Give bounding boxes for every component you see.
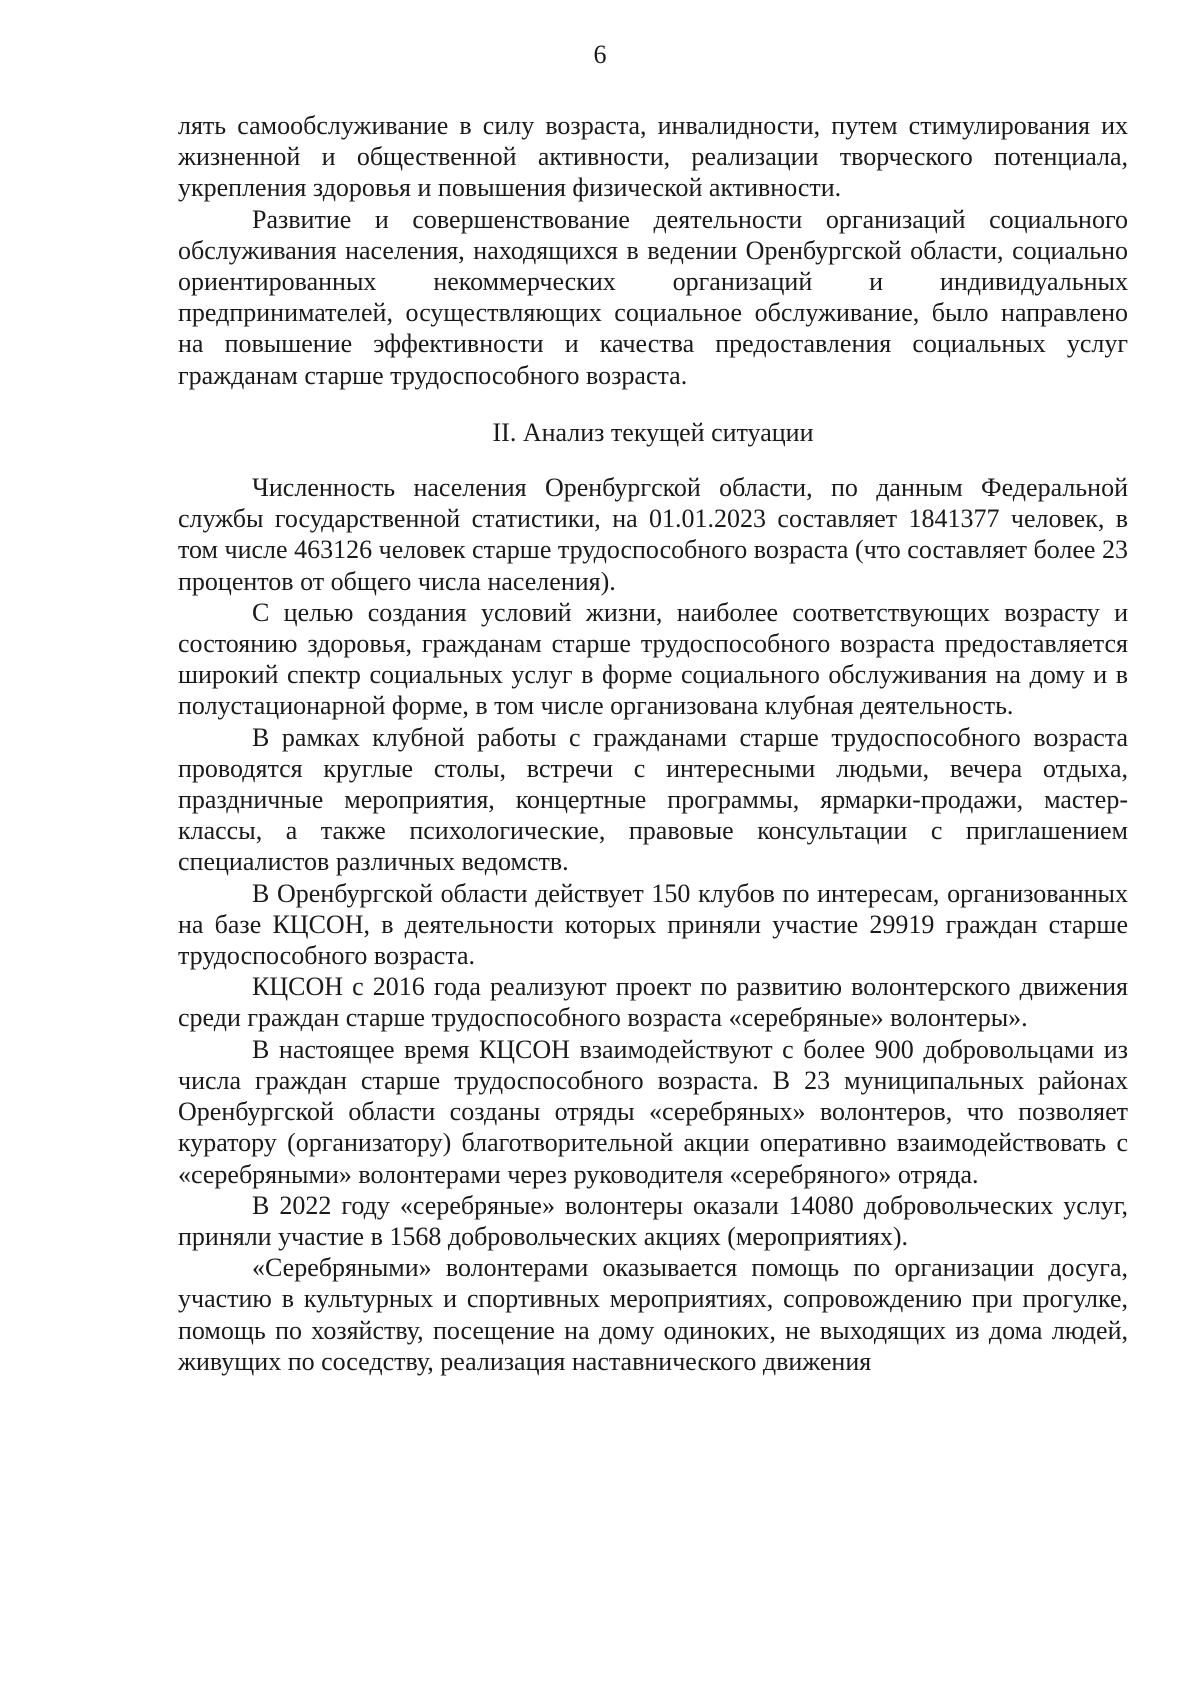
paragraph: С целью создания условий жизни, наиболее соответствующих возрасту и состоянию здоровья, гражданам старше трудоспособного возраста предоставляется широкий спектр социальных услуг в форме социального обслуживания на дому и в полустационарной форме, в том числе организована клубная деятельность.	[178, 597, 1128, 721]
paragraph: Развитие и совершенствование деятельности организаций социального обслуживания населения, находящихся в ведении Оренбургской области, социально ориентированных некоммерческих организаций и индивидуальных предпринимателей, осуществляющих социальное обслуживание, было направлено на повышение эффективности и качества предоставления социальных услуг гражданам старше трудоспособного возраста.	[178, 204, 1128, 390]
paragraph: В Оренбургской области действует 150 клубов по интересам, организованных на базе КЦСОН, в деятельности которых приняли участие 29919 граждан старше трудоспособного возраста.	[178, 878, 1128, 971]
document-body	[178, 110, 1128, 1377]
section-heading: II. Анализ текущей ситуации	[492, 417, 814, 447]
paragraph: В настоящее время КЦСОН взаимодействуют с более 900 добровольцами из числа граждан старше трудоспособного возраста. В 23 муниципальных районах Оренбургской области созданы отряды «серебряных» волонтеров, что позволяет куратору (организатору) благотворительной акции оперативно взаимодействовать с «серебряными» волонтерами через руководителя «серебряного» отряда.	[178, 1034, 1128, 1189]
paragraph: В рамках клубной работы с гражданами старше трудоспособного возраста проводятся круглые столы, встречи с интересными людьми, вечера отдыха, праздничные мероприятия, концертные программы, ярмарки-продажи, мастер-классы, а также психологические, правовые консультации с приглашением специалистов различных ведомств.	[178, 722, 1128, 877]
paragraph: «Серебряными» волонтерами оказывается помощь по организации досуга, участию в культурных и спортивных мероприятиях, сопровождению при прогулке, помощь по хозяйству, посещение на дому одиноких, не выходящих из дома людей, живущих по соседству, реализация наставнического движения	[178, 1253, 1128, 1376]
page-number: 6	[593, 40, 607, 69]
paragraph: В 2022 году «серебряные» волонтеры оказали 14080 добровольческих услуг, приняли участие в 1568 добровольческих акциях (мероприятиях).	[178, 1190, 1128, 1251]
paragraph: лять самообслуживание в силу возраста, инвалидности, путем стимулирования их жизненной и общественной активности, реализации творческого потенциала, укрепления здоровья и повышения физической активности.	[178, 111, 1128, 203]
paragraph: Численность населения Оренбургской области, по данным Федеральной службы государственной статистики, на 01.01.2023 составляет 1841377 человек, в том числе 463126 человек старше трудоспособного возраста (что составляет более 23 процентов от общего числа населения).	[178, 473, 1128, 596]
paragraph: КЦСОН с 2016 года реализуют проект по развитию волонтерского движения среди граждан старше трудоспособного возраста «серебряные» волонтеры».	[178, 972, 1128, 1033]
